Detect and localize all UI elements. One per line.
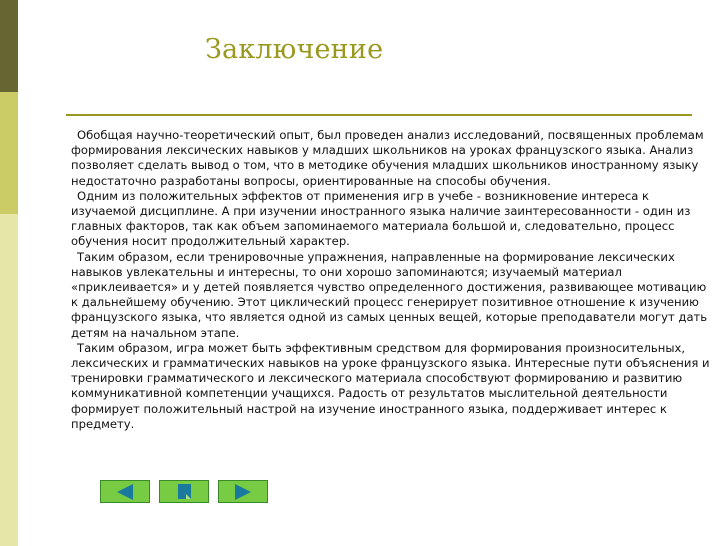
triangle-left-icon	[117, 484, 133, 500]
paragraph-3: Таким образом, если тренировочные упражнения, направленные на формирование лексических навыков увлекательны и интересны, то они хорошо запоминаются; изучаемый материал «приклеивается» и у детей появляется чувство определенного достижения, развивающее мотивацию к дальнейшему обучению. Этот циклический процесс генерирует позитивное отношение к изучению французского языка, что является одной из самых ценных вещей, которые преподаватели могут дать детям на начальном этапе.	[71, 249, 708, 340]
slide-title: Заключение	[205, 34, 384, 65]
previous-slide-button[interactable]	[100, 480, 150, 503]
next-slide-button[interactable]	[218, 480, 268, 503]
decor-stripe-mid	[0, 92, 18, 214]
home-slide-button[interactable]	[159, 480, 209, 503]
decor-stripe-dark	[0, 0, 18, 92]
page-icon	[178, 484, 191, 499]
triangle-right-icon	[235, 484, 251, 500]
paragraph-2: Одним из положительных эффектов от применения игр в учебе - возникновение интереса к изучаемой дисциплине. А при изучении иностранного языка наличие заинтересованности - один из главных факторов, так как объем запоминаемого материала большой и, следовательно, процесс обучения носит продолжительный характер.	[71, 188, 691, 249]
slide-body	[71, 128, 711, 432]
title-divider	[66, 114, 692, 116]
paragraph-4: Таким образом, игра может быть эффективным средством для формирования произносительных, лексических и грамматических навыков на уроке французского языка. Интересные пути объяснения и тренировки грамматического и лексического материала способствуют формированию и развитию коммуникативной компетенции учащихся. Радость от результатов мыслительной деятельности формирует положительный настрой на изучение иностранного языка, поддерживает интерес к предмету.	[71, 340, 710, 431]
decor-stripe-light	[0, 214, 18, 546]
paragraph-1: Обобщая научно-теоретический опыт, был проведен анализ исследований, посвященных проблемам формирования лексических навыков у младших школьников на уроках французского языка. Анализ позволяет сделать вывод о том, что в методике обучения младших школьников иностранному языку недостаточно разработаны вопросы, ориентированные на способы обучения.	[71, 128, 704, 188]
